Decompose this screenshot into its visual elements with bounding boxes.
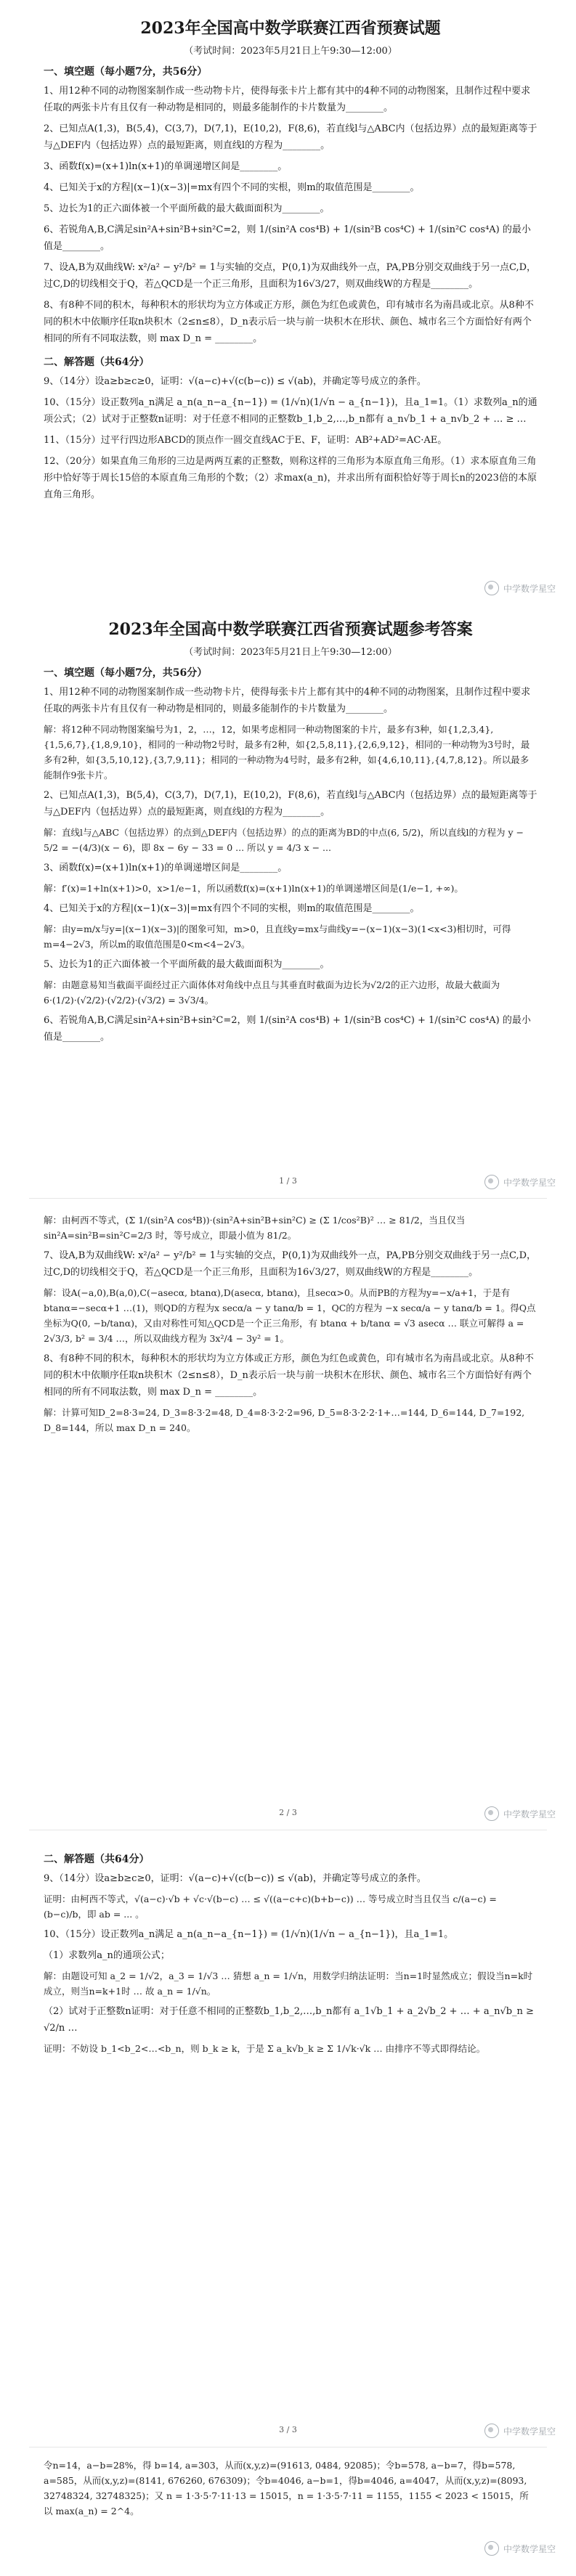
solution-6: 解：由柯西不等式，(Σ 1/(sin²A cos⁴B))·(sin²A+sin²B+sin²C) ≥ (Σ 1/cos²B)² … ≥ 81/2，当且仅当 sin²A=sin²B=sin²C=2/3 时，等号成立，即最小值为 81/2。 — [44, 1215, 466, 1241]
page-divider — [29, 1198, 547, 1199]
answer-question-10-part-2: （2）试对于正整数n证明：对于任意不相同的正整数b_1,b_2,…,b_n都有 a_1√b_1 + a_2√b_2 + … + a_n√b_n ≥ √2/n … — [44, 2006, 534, 2034]
question-1: 1、用12种不同的动物图案制作成一些动物卡片，使得每张卡片上都有其中的4种不同的动物图案，且制作过程中要求任取的两张卡片有且仅有一种动物是相同的，则最多能制作的卡片数量为________。 — [44, 86, 531, 113]
exam-time: （考试时间：2023年5月21日上午9:30—12:00） — [184, 46, 397, 57]
solution-7: 解：设A(−a,0),B(a,0),C(−asecα, btanα),D(asecα, btanα)，且secα>0。从而PB的方程为y=−x/a+1，于是有btanα=−secα+1 …(1)，则QD的方程为x secα/a − y tanα/b = 1，QC的方程为 −x secα/a − y tanα/b = 1。得Q点坐标为Q(0, −b/tanα)，又由对称性可知△QCD是一个正三角形，有 btanα + b/tanα = √3 asecα … 联立可解得 a = 2√3/3, b² = 3/4 …，所以双曲线方程为 3x²/4 − 3y² = 1。 — [44, 1287, 536, 1344]
watermark — [484, 1806, 556, 1821]
section-answer-heading: 二、解答题（共64分） — [44, 356, 150, 368]
answer-question-6: 6、若锐角A,B,C满足sin²A+sin²B+sin²C=2，则 1/(sin²A cos⁴B) + 1/(sin²B cos⁴C) + 1/(sin²C cos⁴A) 的最小值是________。 — [44, 1015, 531, 1043]
watermark-text: 中学数学星空 — [503, 2543, 556, 2554]
answer-question-1: 1、用12种不同的动物图案制作成一些动物卡片，使得每张卡片上都有其中的4种不同的动物图案，且制作过程中要求任取的两张卡片有且仅有一种动物是相同的，则最多能制作的卡片数量为________。 — [44, 687, 531, 714]
watermark-text: 中学数学星空 — [503, 1809, 556, 1819]
page-number-1: 1 / 3 — [279, 1176, 297, 1186]
watermark — [484, 2424, 556, 2438]
question-2: 2、已知点A(1,3)，B(5,4)，C(3,7)，D(7,1)，E(10,2)，F(8,6)，若直线l与△ABC内（包括边界）点的最短距离等于与△DEF内（包括边界）点的最短距离，则直线l的方程为________。 — [44, 123, 538, 151]
answers-page-3 — [44, 1844, 538, 2061]
answers-exam-time: （考试时间：2023年5月21日上午9:30—12:00） — [184, 647, 397, 658]
answers-page-2 — [44, 1212, 538, 1440]
solution-12-tail: 令n=14，a−b=28%，得 b=14, a=303，从而(x,y,z)=(91613, 0484, 92085)；令b=578, a−b=7，得b=578, a=585，从而(x,y,z)=(8141, 676260, 676309)；令b=4046, a−b=1，得b=4046, a=4047，从而(x,y,z)=(8093, 32748324, 32748325)；又 n = 1·3·5·7·11·13 = 15015，n = 1·3·5·7·11 = 1155，1155 < 2023 < 15015，所以 max(a_n) = 2^4。 — [44, 2460, 529, 2516]
watermark-text: 中学数学星空 — [503, 2426, 556, 2437]
answer-question-7: 7、设A,B为双曲线W: x²/a² − y²/b² = 1与实轴的交点，P(0,1)为双曲线外一点，PA,PB分别交双曲线于另一点C,D，过C,D的切线相交于Q，若△QCD是一个正三角形，且面积为16√3/27，则双曲线W的方程是________。 — [44, 1250, 537, 1278]
section-fill-in-heading: 一、填空题（每小题7分，共56分） — [44, 66, 208, 78]
question-6: 6、若锐角A,B,C满足sin²A+sin²B+sin²C=2，则 1/(sin²A cos⁴B) + 1/(sin²B cos⁴C) + 1/(sin²C cos⁴A) 的最小值是________。 — [44, 224, 531, 252]
solution-3: 解：f′(x)=1+ln(x+1)>0，x>1/e−1，所以函数f(x)=(x+1)ln(x+1)的单调递增区间是(1/e−1, +∞)。 — [44, 883, 463, 894]
watermark-logo-icon — [484, 581, 499, 595]
page-number-2: 2 / 3 — [279, 1808, 297, 1817]
watermark-logo-icon — [484, 2541, 499, 2556]
question-3: 3、函数f(x)=(x+1)ln(x+1)的单调递增区间是________。 — [44, 161, 288, 172]
problem-paper — [44, 16, 538, 508]
solution-5: 解：由题意易知当截面平面经过正六面体体对角线中点且与其垂直时截面为边长为√2/2的正六边形，故最大截面为6·(1/2)·(√2/2)·(√2/2)·(√3/2) = 3√3/4。 — [44, 979, 500, 1006]
question-10: 10、（15分）设正数列a_n满足 a_n(a_n−a_{n−1}) = (1/√n)(1/√n − a_{n−1})，且a_1=1。（1）求数列a_n的通项公式；（2）试对于正整数n证明：对于任意不相同的正整数b_1,b_2,…,b_n都有 a_n√b_1 + a_n√b_2 + … ≥ … — [44, 397, 538, 425]
answer-question-4: 4、已知关于x的方程|(x−1)(x−3)|=mx有四个不同的实根，则m的取值范围是________。 — [44, 903, 420, 914]
answer-question-8: 8、有8种不同的积木，每种积木的形状均为立方体或正方形，颜色为红色或黄色，印有城市名为南昌或北京。从8种不同的积木中依顺序任取n块积木（2≤n≤8），D_n表示后一块与前一块积木在形状、颜色、城市名三个方面恰好有两个相同的所有不同取法数，则 max D_n = ________。 — [44, 1353, 534, 1398]
answer-question-9: 9、（14分）设a≥b≥c≥0，证明：√(a−c)+√(c(b−c)) ≤ √(ab)，并确定等号成立的条件。 — [44, 1873, 426, 1884]
page-number-3: 3 / 3 — [279, 2425, 297, 2434]
watermark-logo-icon — [484, 1806, 499, 1821]
answers-title: 2023年全国高中数学联赛江西省预赛试题参考答案 — [108, 620, 473, 639]
solution-1: 解：将12种不同动物图案编号为1，2，…，12，如果考虑相同一种动物图案的卡片，最多有3种，如{1,2,3,4},{1,5,6,7},{1,8,9,10}，相同的一种动物2号时，最多有2种，如{2,5,8,11},{2,6,9,12}，相同的一种动物为3号时，最多有2种，如{3,5,10,12},{3,7,9,11}；相同的一种动物为4号时，最多有2种，如{4,6,10,11},{4,7,8,12}。所以最多能制作9张卡片。 — [44, 724, 530, 780]
question-11: 11、（15分）过平行四边形ABCD的顶点作一圆交直线AC于E、F，证明：AB²+AD²=AC·AE。 — [44, 435, 447, 446]
question-5: 5、边长为1的正六面体被一个平面所截的最大截面面积为________。 — [44, 203, 330, 214]
watermark-logo-icon — [484, 1175, 499, 1189]
question-12: 12、（20分）如果直角三角形的三边是两两互素的正整数，则称这样的三角形为本原直角三角形。（1）求本原直角三角形中恰好等于周长15倍的本原直角三角形的个数；（2）求max(a_n)，并求出所有面积恰好等于周长n的2023倍的本原直角三角形。 — [44, 456, 537, 500]
answer-question-5: 5、边长为1的正六面体被一个平面所截的最大截面面积为________。 — [44, 959, 330, 970]
watermark-text: 中学数学星空 — [503, 1177, 556, 1188]
watermark-logo-icon — [484, 2424, 499, 2438]
question-8: 8、有8种不同的积木，每种积木的形状均为立方体或正方形，颜色为红色或黄色，印有城市名为南昌或北京。从8种不同的积木中依顺序任取n块积木（2≤n≤8），D_n表示后一块与前一块积木在形状、颜色、城市名三个方面恰好有两个相同的所有不同取法数，则 max D_n = ________。 — [44, 300, 534, 344]
paper-title: 2023年全国高中数学联赛江西省预赛试题 — [140, 19, 441, 38]
answers-section-fill-in-heading: 一、填空题（每小题7分，共56分） — [44, 667, 208, 679]
solution-9: 证明：由柯西不等式，√(a−c)·√b + √c·√(b−c) … ≤ √((a−c+c)(b+b−c)) … 等号成立时当且仅当 c/(a−c) = (b−c)/b，即 ab = ... 。 — [44, 1894, 497, 1920]
watermark — [484, 2541, 556, 2556]
solution-4: 解：由y=m/x与y=|(x−1)(x−3)|的图象可知，m>0，且直线y=mx与曲线y=−(x−1)(x−3)(1<x<3)相切时，可得m=4−2√3，所以m的取值范围是0<m<4−2√3。 — [44, 924, 511, 950]
answers-section-answer-heading: 二、解答题（共64分） — [44, 1854, 150, 1865]
watermark — [484, 1175, 556, 1189]
answer-question-3: 3、函数f(x)=(x+1)ln(x+1)的单调递增区间是________。 — [44, 863, 288, 873]
answer-question-10: 10、（15分）设正数列a_n满足 a_n(a_n−a_{n−1}) = (1/√n)(1/√n − a_{n−1})，且a_1=1。 — [44, 1929, 454, 1940]
solution-10-part-2: 证明：不妨设 b_1<b_2<…<b_n，则 b_k ≥ k，于是 Σ a_k√b_k ≥ Σ 1/√k·√k … 由排序不等式即得结论。 — [44, 2043, 486, 2054]
solution-2: 解：直线l与△ABC（包括边界）的点到△DEF内（包括边界）的点的距离为BD的中点(6, 5/2)，所以直线l的方程为 y − 5/2 = −(4/3)(x − 6)，即 8x − 6y − 33 = 0 ... 所以 y = 4/3 x − ... — [44, 827, 524, 853]
answers-page-4 — [44, 2458, 538, 2523]
watermark-text: 中学数学星空 — [503, 583, 556, 594]
solution-10-part-1: 解：由题设可知 a_2 = 1/√2，a_3 = 1/√3 … 猜想 a_n = 1/√n，用数学归纳法证明：当n=1时显然成立；假设当n=k时成立，则当n=k+1时 … 故 a_n = 1/√n。 — [44, 1970, 533, 1997]
watermark — [484, 581, 556, 595]
question-4: 4、已知关于x的方程|(x−1)(x−3)|=mx有四个不同的实根，则m的取值范围是________。 — [44, 182, 420, 193]
question-7: 7、设A,B为双曲线W: x²/a² − y²/b² = 1与实轴的交点，P(0,1)为双曲线外一点，PA,PB分别交双曲线于另一点C,D，过C,D的切线相交于Q，若△QCD是一个正三角形，且面积为16√3/27，则双曲线W的方程是________。 — [44, 262, 537, 290]
answers-page-1 — [44, 617, 538, 1050]
question-9: 9、（14分）设a≥b≥c≥0，证明：√(a−c)+√(c(b−c)) ≤ √(ab)，并确定等号成立的条件。 — [44, 376, 426, 387]
answer-question-2: 2、已知点A(1,3)，B(5,4)，C(3,7)，D(7,1)，E(10,2)，F(8,6)，若直线l与△ABC内（包括边界）点的最短距离等于与△DEF内（包括边界）点的最短距离，则直线l的方程为________。 — [44, 790, 538, 818]
answer-question-10-part-1: （1）求数列a_n的通项公式； — [44, 1950, 170, 1961]
solution-8: 解：计算可知D_2=8·3=24, D_3=8·3·2=48, D_4=8·3·2·2=96, D_5=8·3·2·2·1+…=144, D_6=144, D_7=192, D_8=144，所以 max D_n = 240。 — [44, 1407, 525, 1433]
